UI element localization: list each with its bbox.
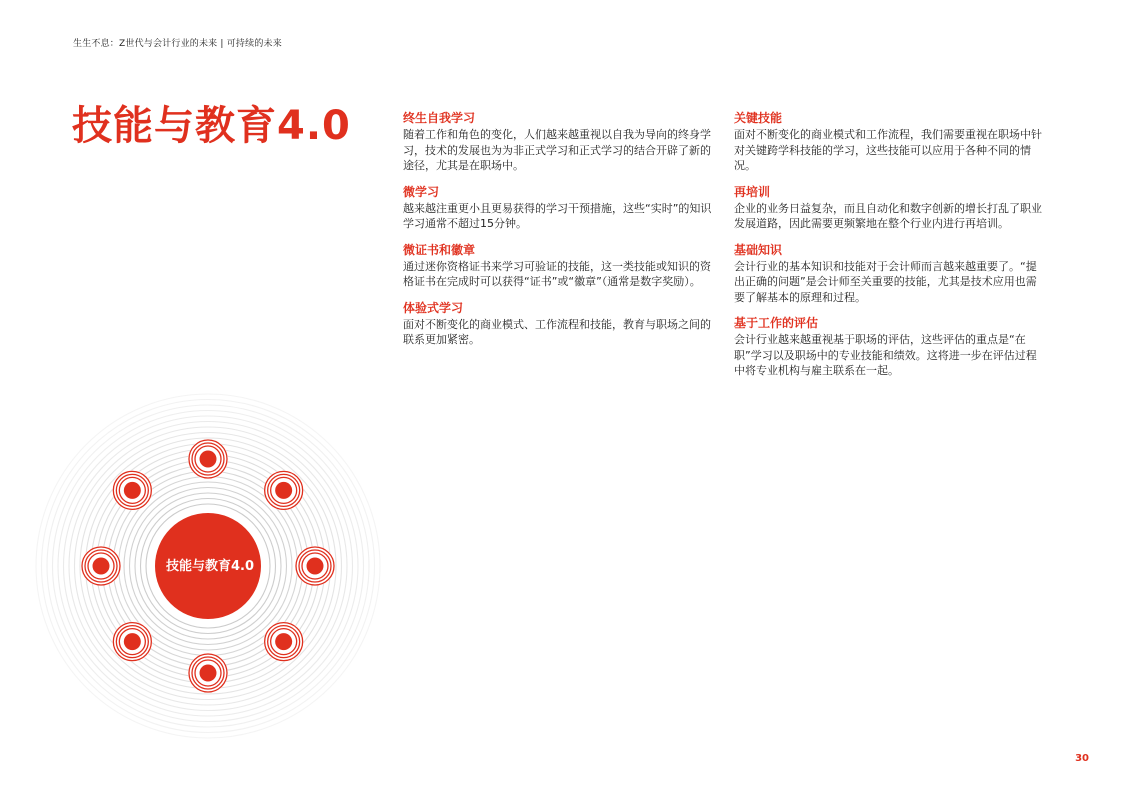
section-body: 企业的业务日益复杂，而且自动化和数字创新的增长打乱了职业发展道路，因此需要更频繁地在整个行业内进行再培训。 [734,201,1042,230]
section-reskilling [734,185,1046,232]
satellite-dot [200,451,217,468]
section-heading: 微学习 [403,184,440,199]
left-text-column [403,111,715,359]
satellite-dot [200,665,217,682]
section-heading: 基于工作的评估 [734,316,819,330]
section-micro-learning [403,185,715,232]
satellite-dot [124,633,141,650]
page-number: 30 [1075,753,1089,764]
section-heading: 再培训 [734,184,771,199]
section-fundamentals [734,243,1046,306]
section-body: 会计行业的基本知识和技能对于会计师而言越来越重要了。“提出正确的问题”是会计师至关重要的技能，尤其是技术应用也需要了解基本的原理和过程。 [734,259,1037,304]
skills-education-diagram [35,393,385,743]
satellite-dot [275,633,292,650]
right-text-column [734,111,1046,390]
section-heading: 微证书和徽章 [403,242,476,257]
section-body: 越来越注重更小且更易获得的学习干预措施，这些“实时”的知识学习通常不超过15分钟。 [403,201,712,230]
running-header: 生生不息：Z世代与会计行业的未来 | 可持续的未来 [73,39,282,49]
section-micro-credentials [403,243,715,290]
section-body: 面对不断变化的商业模式、工作流程和技能，教育与职场之间的联系更加紧密。 [403,317,711,346]
satellite-dot [275,482,292,499]
page-title: 技能与教育4.0 [72,103,351,149]
section-heading: 体验式学习 [403,300,464,315]
section-body: 通过迷你资格证书来学习可验证的技能，这一类技能或知识的资格证书在完成时可以获得“证书”或“徽章”（通常是数字奖励）。 [403,259,711,288]
section-body: 随着工作和角色的变化，人们越来越重视以自我为导向的终身学习，技术的发展也为为非正式学习和正式学习的结合开辟了新的途径，尤其是在职场中。 [403,128,711,172]
section-work-based-assessment [734,316,1046,379]
section-body: 面对不断变化的商业模式和工作流程，我们需要重视在职场中针对关键跨学科技能的学习，这些技能可以应用于各种不同的情况。 [734,128,1042,172]
section-experiential-learning [403,301,715,348]
section-body: 会计行业越来越重视基于职场的评估，这些评估的重点是“在职”学习以及职场中的专业技能和绩效。这将进一步在评估过程中将专业机构与雇主联系在一起。 [734,333,1037,377]
section-key-skills [734,111,1046,174]
section-heading: 关键技能 [734,111,783,125]
section-heading: 基础知识 [734,242,783,257]
section-heading: 终生自我学习 [403,111,476,125]
section-lifelong-learning [403,111,715,174]
diagram-center-label: 技能与教育4.0 [165,559,255,574]
satellite-dot [124,482,141,499]
